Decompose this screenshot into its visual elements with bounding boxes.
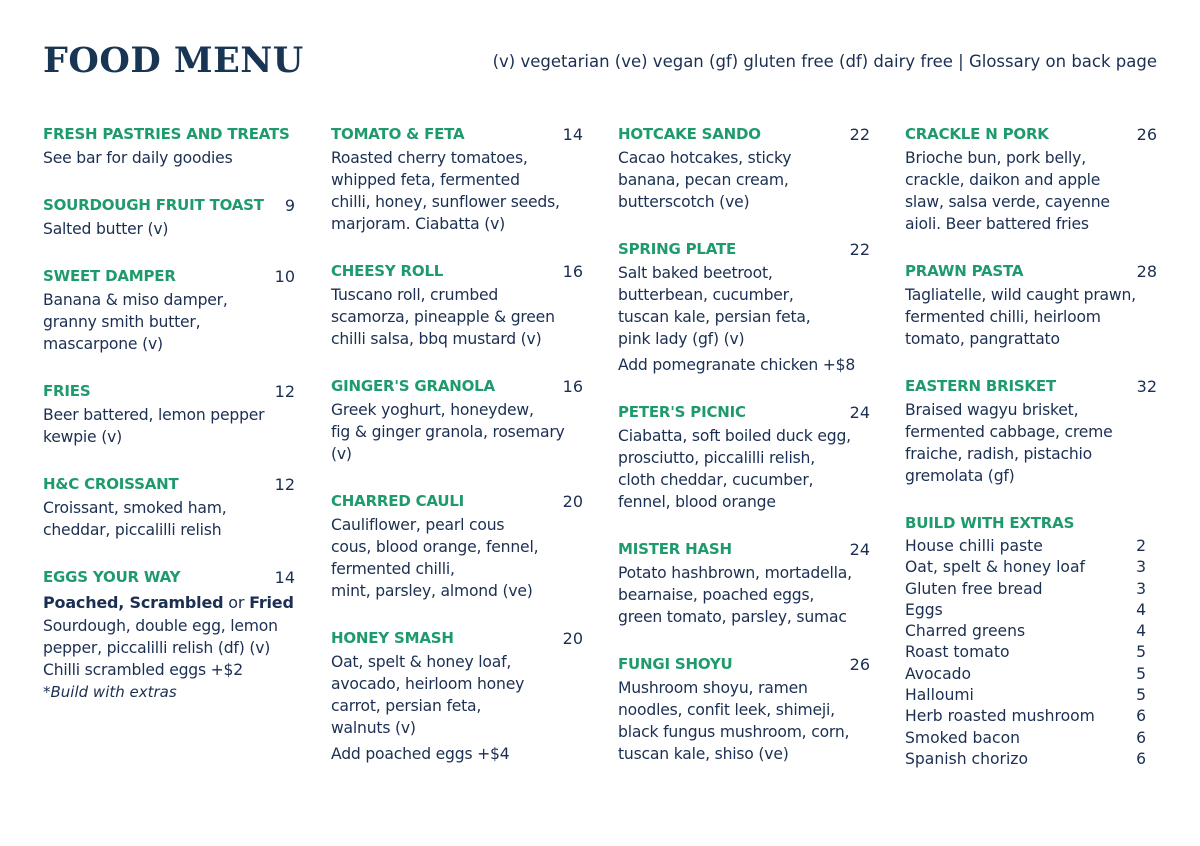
menu-item-name: HONEY SMASH (331, 629, 454, 647)
extras-row (905, 664, 1146, 685)
menu-item-description: fig & ginger granola, rosemary (331, 423, 565, 441)
menu-item-name: GINGER'S GRANOLA (331, 377, 495, 395)
extra-name: Oat, spelt & honey loaf (905, 558, 1085, 577)
extra-price: 5 (1136, 643, 1146, 662)
menu-item-name: FRIES (43, 382, 91, 400)
extra-name: Charred greens (905, 622, 1026, 641)
menu-item-note: *Build with extras (43, 683, 177, 701)
menu-item-price: 26 (1136, 125, 1157, 144)
extra-price: 5 (1136, 664, 1146, 683)
menu-item-price: 14 (274, 568, 295, 587)
menu-item-price: 24 (849, 403, 870, 422)
menu-item (331, 122, 583, 235)
page-title: FOOD MENU (43, 40, 304, 81)
extra-price: 5 (1136, 686, 1146, 705)
extra-name: House chilli paste (905, 537, 1043, 555)
menu-item-description: Salted butter (v) (43, 220, 169, 238)
menu-item-description: prosciutto, piccalilli relish, (618, 449, 815, 467)
menu-item-header (618, 537, 870, 562)
extras-row (905, 557, 1146, 578)
menu-item-name: PRAWN PASTA (905, 262, 1024, 280)
menu-item-price: 14 (562, 125, 583, 144)
menu-item-description: Cacao hotcakes, sticky (618, 149, 792, 167)
menu-item-description: Braised wagyu brisket, (905, 401, 1079, 419)
option-or: or (223, 593, 250, 612)
menu-item-name: EGGS YOUR WAY (43, 568, 181, 586)
menu-item-description: fermented chilli, heirloom (905, 308, 1101, 326)
extras-row (905, 685, 1146, 706)
dietary-legend: (v) vegetarian (ve) vegan (gf) gluten free (df) dairy free | Glossary on back page (492, 52, 1157, 71)
menu-item-price: 32 (1136, 377, 1157, 396)
menu-item-name: EASTERN BRISKET (905, 377, 1056, 395)
menu-item-description: Brioche bun, pork belly, (905, 149, 1086, 167)
menu-item-header (43, 379, 295, 404)
menu-item-header (331, 626, 583, 651)
menu-item-header (43, 472, 295, 497)
menu-item-description: marjoram. Ciabatta (v) (331, 215, 506, 233)
menu-item-description: kewpie (v) (43, 428, 122, 446)
menu-item-header (618, 400, 870, 425)
menu-item-price: 16 (562, 262, 583, 281)
menu-item-description: chilli, honey, sunflower seeds, (331, 193, 560, 211)
menu-item-header (331, 489, 583, 514)
extras-row (905, 579, 1146, 600)
menu-item-price: 20 (562, 492, 583, 511)
menu-item-name: CHARRED CAULI (331, 492, 465, 510)
menu-item-name: FRESH PASTRIES AND TREATS (43, 125, 290, 143)
extra-name: Halloumi (905, 686, 974, 705)
menu-item-name: SOURDOUGH FRUIT TOAST (43, 196, 264, 214)
menu-item-price: 28 (1136, 262, 1157, 281)
menu-item-description: (v) (331, 445, 352, 463)
menu-item (331, 259, 583, 350)
menu-item (331, 489, 583, 602)
menu-item-description: Tuscano roll, crumbed (331, 286, 499, 304)
menu-item-header (43, 193, 295, 218)
menu-item-description: butterscotch (ve) (618, 193, 750, 211)
extra-price: 6 (1136, 749, 1146, 768)
menu-item (905, 374, 1157, 487)
menu-item-price: 10 (274, 267, 295, 286)
menu-item-price: 26 (849, 655, 870, 674)
extra-price: 4 (1136, 600, 1146, 619)
menu-item-description: Greek yoghurt, honeydew, (331, 401, 534, 419)
menu-item-description: avocado, heirloom honey (331, 675, 525, 693)
menu-item-description: Sourdough, double egg, lemon (43, 617, 278, 635)
menu-item-description: mint, parsley, almond (ve) (331, 582, 533, 600)
menu-item-description: whipped feta, fermented (331, 171, 520, 189)
menu-item-addon: Add pomegranate chicken +$8 (618, 356, 856, 374)
menu-item (618, 237, 870, 376)
extra-price: 6 (1136, 728, 1146, 747)
menu-item-header (331, 259, 583, 284)
menu-item-description: mascarpone (v) (43, 335, 163, 353)
menu-item-price: 20 (562, 629, 583, 648)
menu-item-header (43, 264, 295, 289)
menu-item (43, 565, 295, 703)
menu-item (618, 537, 870, 628)
menu-item-description: noodles, confit leek, shimeji, (618, 701, 835, 719)
menu-item (331, 374, 583, 465)
menu-item-description: tuscan kale, persian feta, (618, 308, 811, 326)
menu-item-description: tomato, pangrattato (905, 330, 1060, 348)
menu-item-name: SWEET DAMPER (43, 267, 176, 285)
menu-item (43, 472, 295, 541)
menu-item-description: fennel, blood orange (618, 493, 776, 511)
extra-price: 6 (1136, 707, 1146, 726)
menu-item-description: granny smith butter, (43, 313, 201, 331)
extras-row (905, 749, 1146, 770)
menu-item-description: fraiche, radish, pistachio (905, 445, 1093, 463)
extras-row (905, 728, 1146, 749)
menu-item (331, 626, 583, 765)
menu-item-description: cloth cheddar, cucumber, (618, 471, 814, 489)
menu-item-name: PETER'S PICNIC (618, 403, 746, 421)
menu-item-description: Roasted cherry tomatoes, (331, 149, 528, 167)
menu-item-description: Potato hashbrown, mortadella, (618, 564, 852, 582)
menu-item-description: black fungus mushroom, corn, (618, 723, 850, 741)
menu-item (618, 652, 870, 765)
menu-item-description: crackle, daikon and apple (905, 171, 1101, 189)
menu-item-description: Mushroom shoyu, ramen (618, 679, 808, 697)
menu-item-header (43, 122, 295, 147)
extra-price: 3 (1136, 558, 1146, 577)
menu-item-name: MISTER HASH (618, 540, 732, 558)
menu-item-price: 12 (274, 475, 295, 494)
menu-column-2 (331, 122, 583, 789)
menu-item-description: butterbean, cucumber, (618, 286, 794, 304)
menu-item (618, 122, 870, 213)
extras-row (905, 706, 1146, 727)
extra-name: Avocado (905, 664, 972, 683)
menu-item-name: HOTCAKE SANDO (618, 125, 761, 143)
extra-price: 2 (1136, 537, 1146, 555)
extra-name: Herb roasted mushroom (905, 707, 1095, 726)
menu-item-description: Cauliflower, pearl cous (331, 516, 505, 534)
menu-item-header (43, 565, 295, 590)
menu-item-description: Ciabatta, soft boiled duck egg, (618, 427, 851, 445)
menu-item-header (905, 374, 1157, 399)
menu-item (43, 122, 295, 169)
menu-item-description: fermented cabbage, creme (905, 423, 1113, 441)
menu-item-price: 22 (849, 240, 870, 259)
menu-item-description: Banana & miso damper, (43, 291, 228, 309)
menu-item-price: 16 (562, 377, 583, 396)
extra-name: Gluten free bread (905, 579, 1043, 598)
extra-name: Roast tomato (905, 643, 1010, 662)
option-fried: Fried (249, 593, 294, 612)
menu-item-description: pepper, piccalilli relish (df) (v) (43, 639, 271, 657)
menu-item-header (618, 652, 870, 677)
menu-item-description: tuscan kale, shiso (ve) (618, 745, 789, 763)
menu-item (905, 122, 1157, 235)
menu-item (905, 259, 1157, 350)
menu-item (618, 400, 870, 513)
menu-item-description: bearnaise, poached eggs, (618, 586, 815, 604)
extra-name: Smoked bacon (905, 728, 1021, 747)
menu-item-description: scamorza, pineapple & green (331, 308, 555, 326)
menu-item-description: banana, pecan cream, (618, 171, 789, 189)
menu-column-1 (43, 122, 295, 727)
extras-row (905, 536, 1146, 557)
menu-item-name: FUNGI SHOYU (618, 655, 733, 673)
menu-item-header (905, 122, 1157, 147)
menu-item-header (905, 259, 1157, 284)
menu-item-description: Oat, spelt & honey loaf, (331, 653, 512, 671)
menu-item-description: cous, blood orange, fennel, (331, 538, 539, 556)
menu-item-addon: Add poached eggs +$4 (331, 745, 510, 763)
menu-item-price: 24 (849, 540, 870, 559)
menu-column-4 (905, 122, 1157, 794)
menu-item-header (618, 122, 870, 147)
menu-item (43, 379, 295, 448)
menu-column-3 (618, 122, 870, 789)
menu-item-name: SPRING PLATE (618, 240, 737, 258)
extra-price: 3 (1136, 579, 1146, 598)
menu-item-description: fermented chilli, (331, 560, 455, 578)
menu-item-name: CHEESY ROLL (331, 262, 444, 280)
menu-item-description: walnuts (v) (331, 719, 416, 737)
menu-item-price: 9 (284, 196, 295, 215)
menu-item-description: See bar for daily goodies (43, 149, 233, 167)
menu-item (43, 264, 295, 355)
menu-item-description: Chilli scrambled eggs +$2 (43, 661, 243, 679)
menu-item-header (331, 122, 583, 147)
menu-item-description: Beer battered, lemon pepper (43, 406, 265, 424)
extras-row (905, 642, 1146, 663)
menu-item-description: pink lady (gf) (v) (618, 330, 745, 348)
menu-item (43, 193, 295, 240)
menu-item-price: 22 (849, 125, 870, 144)
menu-item-description: Croissant, smoked ham, (43, 499, 227, 517)
menu-item-description: slaw, salsa verde, cayenne (905, 193, 1110, 211)
extras-header (905, 511, 1157, 536)
extra-price: 4 (1136, 622, 1146, 641)
extra-name: Eggs (905, 600, 943, 619)
menu-item-description: chilli salsa, bbq mustard (v) (331, 330, 542, 348)
menu-item-description: aioli. Beer battered fries (905, 215, 1089, 233)
extra-name: Spanish chorizo (905, 749, 1028, 768)
menu-item-name: CRACKLE N PORK (905, 125, 1049, 143)
menu-item-description: Salt baked beetroot, (618, 264, 773, 282)
menu-item-description: carrot, persian feta, (331, 697, 482, 715)
menu-item-description: gremolata (gf) (905, 467, 1015, 485)
menu-item-description: Tagliatelle, wild caught prawn, (905, 286, 1136, 304)
build-with-extras-section (905, 511, 1157, 770)
menu-item-description: cheddar, piccalilli relish (43, 521, 222, 539)
menu-item-price: 12 (274, 382, 295, 401)
menu-item-name: TOMATO & FETA (331, 125, 465, 143)
extras-title: BUILD WITH EXTRAS (905, 514, 1075, 532)
menu-item-header (331, 374, 583, 399)
menu-item-name: H&C CROISSANT (43, 475, 179, 493)
extras-row (905, 600, 1146, 621)
menu-item-options (43, 590, 295, 615)
menu-item-description: green tomato, parsley, sumac (618, 608, 847, 626)
extras-row (905, 621, 1146, 642)
option-poached-scrambled: Poached, Scrambled (43, 593, 224, 612)
menu-item-header (618, 237, 870, 262)
